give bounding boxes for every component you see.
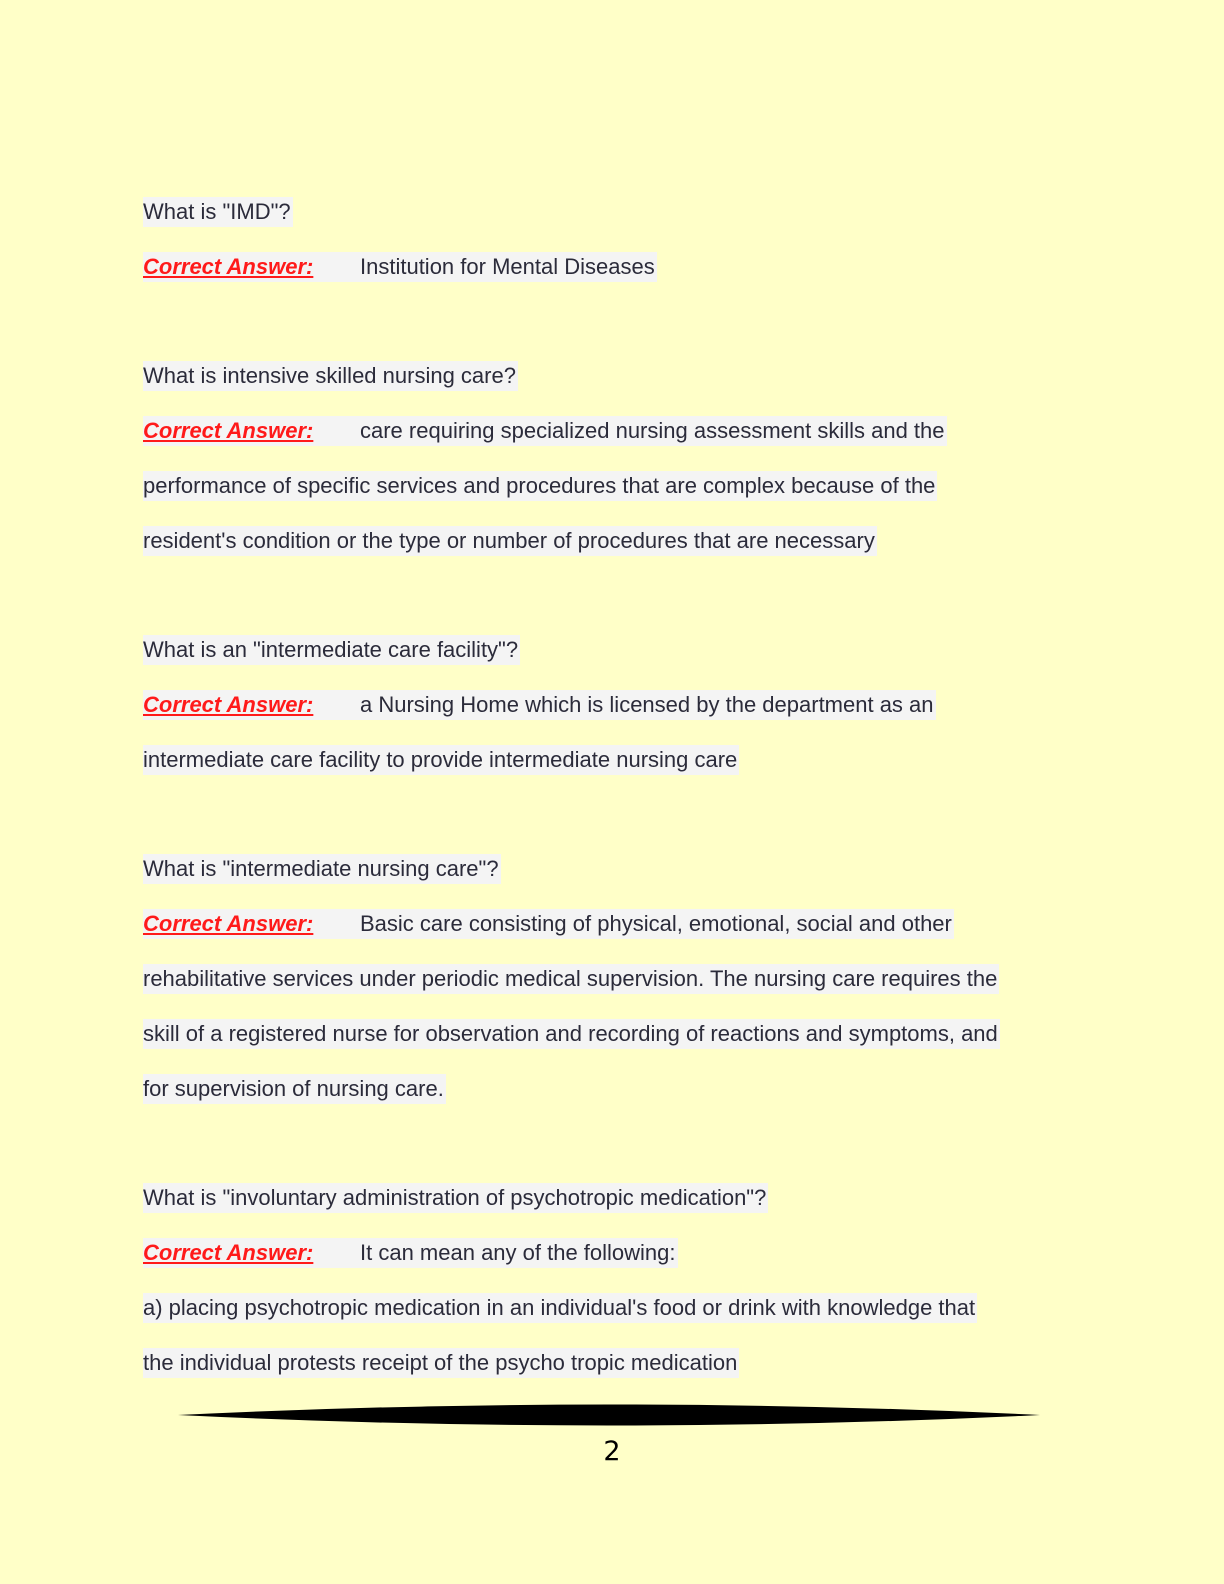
question-1 bbox=[143, 195, 1083, 250]
question-3 bbox=[143, 633, 1083, 688]
answer-2-text: resident's condition or the type or number of procedures that are necessary bbox=[143, 526, 877, 556]
answer-4-line-1 bbox=[143, 907, 1083, 962]
answer-5-line-3 bbox=[143, 1346, 1083, 1401]
question-3-text: What is an "intermediate care facility"? bbox=[143, 635, 520, 665]
question-2 bbox=[143, 359, 1083, 414]
answer-4-line-2 bbox=[143, 962, 1083, 1017]
correct-answer-label: Correct Answer: bbox=[143, 1240, 314, 1265]
answer-2-line-1 bbox=[143, 414, 1083, 469]
question-1-text: What is "IMD"? bbox=[143, 197, 293, 227]
question-4-text: What is "intermediate nursing care"? bbox=[143, 854, 501, 884]
correct-answer-label: Correct Answer: bbox=[143, 254, 314, 279]
answer-3-line-2 bbox=[143, 743, 1083, 798]
question-2-text: What is intensive skilled nursing care? bbox=[143, 361, 518, 391]
answer-5-line-1 bbox=[143, 1236, 1083, 1291]
answer-2-text: care requiring specialized nursing assessment skills and the bbox=[360, 418, 945, 443]
correct-answer-label: Correct Answer: bbox=[143, 911, 314, 936]
answer-5-text: It can mean any of the following: bbox=[360, 1240, 676, 1265]
answer-4-text: for supervision of nursing care. bbox=[143, 1074, 446, 1104]
answer-5-text: the individual protests receipt of the psycho tropic medication bbox=[143, 1348, 739, 1378]
answer-2-line-3 bbox=[143, 524, 1083, 579]
answer-1-line-1 bbox=[143, 250, 1083, 305]
page-number: 2 bbox=[603, 1436, 621, 1467]
correct-answer-label: Correct Answer: bbox=[143, 692, 314, 717]
answer-2-line-2 bbox=[143, 469, 1083, 524]
question-4 bbox=[143, 852, 1083, 907]
answer-4-text: rehabilitative services under periodic medical supervision. The nursing care requires the bbox=[143, 964, 999, 994]
answer-4-text: Basic care consisting of physical, emotional, social and other bbox=[360, 911, 952, 936]
answer-4-line-3 bbox=[143, 1017, 1083, 1072]
answer-3-text: intermediate care facility to provide intermediate nursing care bbox=[143, 745, 739, 775]
question-5 bbox=[143, 1181, 1083, 1236]
answer-5-text: a) placing psychotropic medication in an individual's food or drink with knowledge that bbox=[143, 1293, 977, 1323]
answer-1-text: Institution for Mental Diseases bbox=[360, 254, 655, 279]
answer-3-text: a Nursing Home which is licensed by the department as an bbox=[360, 692, 934, 717]
answer-5-line-2 bbox=[143, 1291, 1083, 1346]
document-page bbox=[143, 195, 1083, 1401]
correct-answer-label: Correct Answer: bbox=[143, 418, 314, 443]
answer-4-line-4 bbox=[143, 1072, 1083, 1127]
question-5-text: What is "involuntary administration of psychotropic medication"? bbox=[143, 1183, 768, 1213]
answer-3-line-1 bbox=[143, 688, 1083, 743]
answer-2-text: performance of specific services and procedures that are complex because of the bbox=[143, 471, 937, 501]
answer-4-text: skill of a registered nurse for observation and recording of reactions and symptoms, and bbox=[143, 1019, 1000, 1049]
footer-divider bbox=[178, 1400, 1040, 1430]
